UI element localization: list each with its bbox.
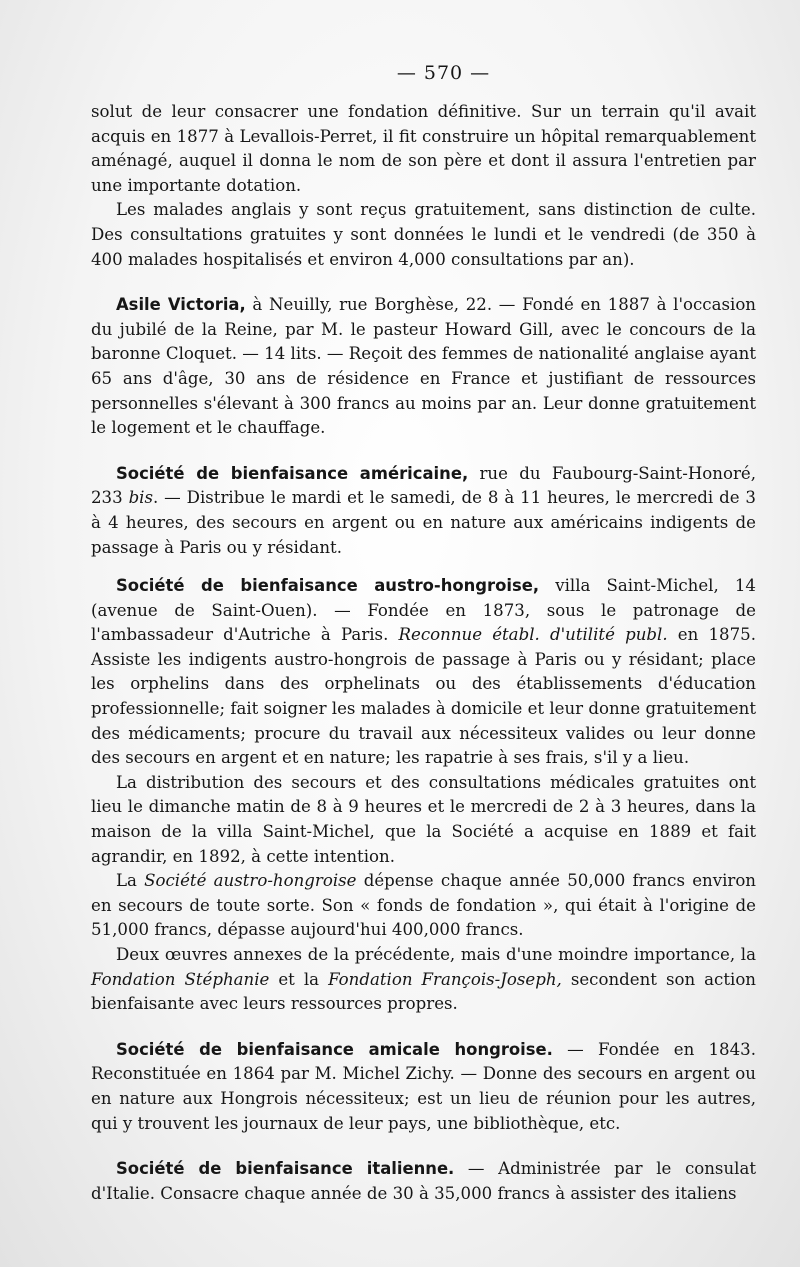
entry-title-societe-austro-hongroise: Société de bienfaisance austro-hongroise, (116, 576, 540, 596)
depense-text-b: dépense chaque année 50,000 francs environ en secours de toute sorte. Son « fonds de fondation », qui était à l'origine de 51,000 francs, dépasse aujourd'hui 400,000 francs. (91, 871, 756, 940)
paragraph-distribution: La distribution des secours et des consultations médicales gratuites ont lieu le dimanche matin de 8 à 9 heures et le mercredi de 2 à 3 heures, dans la maison de la villa Saint-Michel, que la Société a acquise en 1889 et fait agrandir, en 1892, à cette intention. (91, 772, 756, 866)
entry-text-hongroise: — Fondée en 1843. Reconstituée en 1864 par M. Michel Zichy. — Donne des secours en argent ou en nature aux Hongrois nécessiteux; est un lieu de réunion pour les autres, qui y trouvent les journaux de leur pays, une bibliothèque, etc. (91, 1039, 756, 1133)
annexes-text-a: Deux œuvres annexes de la précédente, mais d'une moindre importance, la (116, 945, 756, 964)
paragraph-malades-anglais: Les malades anglais y sont reçus gratuitement, sans distinction de culte. Des consultations gratuites y sont données le lundi et le vendredi (de 350 à 400 malades hospitalisés et environ 4,000 consultations par an). (91, 200, 756, 269)
entry-title-societe-hongroise: Société de bienfaisance amicale hongroise. (116, 1039, 553, 1059)
entry-societe-austro-hongroise (91, 574, 756, 771)
fondation-francois-joseph: Fondation François-Joseph, (328, 969, 562, 989)
annexes-text-b: et la (269, 969, 329, 989)
entry-text-austro-b: en 1875. Assiste les indigents austro-hongrois de passage à Paris ou y résidant; place les orphelins dans des orphelinats ou des établissements d'éducation professionnelle; fait soigner les malades à domicile et leur donne gratuitement des médicaments; procure du travail aux nécessiteux valides ou leur donne des secours en argent et en nature; les rapatrie à ses frais, s'il y a lieu. (91, 625, 756, 768)
entry-reconnue: Reconnue établ. d'utilité publ. (398, 625, 668, 645)
entry-societe-hongroise (91, 1038, 756, 1136)
fondation-stephanie: Fondation Stéphanie (91, 969, 270, 989)
entry-societe-americaine (91, 462, 756, 560)
entry-title-asile-victoria: Asile Victoria, (116, 295, 246, 315)
entry-societe-italienne (91, 1157, 756, 1206)
paragraph-depense (91, 869, 756, 943)
entry-title-societe-italienne: Société de bienfaisance italienne. (116, 1159, 455, 1179)
entry-text-italienne: — Administrée par le consulat d'Italie. Consacre chaque année de 30 à 35,000 francs à assister des italiens (91, 1159, 757, 1203)
paragraph-oeuvres-annexes (91, 943, 756, 1017)
entry-text-austro-a: villa Saint-Michel, 14 (avenue de Saint-Ouen). — Fondée en 1873, sous le patronage de l'ambassadeur d'Autriche à Paris. (91, 576, 756, 645)
depense-text-a: La (116, 871, 145, 891)
page-number: — 570 — (396, 62, 491, 84)
entry-text-americaine-a: rue du Faubourg-Saint-Honoré, 233 (91, 463, 756, 508)
depense-societe: Société austro-hongroise (144, 871, 357, 891)
annexes-text-c: secondent son action bienfaisante avec leurs ressources propres. (91, 969, 756, 1014)
entry-text-americaine-b: . — Distribue le mardi et le samedi, de 8 à 11 heures, le mercredi de 3 à 4 heures, des secours en argent ou en nature aux américains indigents de passage à Paris ou y résidant. (91, 488, 756, 557)
entry-text-asile-victoria: à Neuilly, rue Borghèse, 22. — Fondé en 1887 à l'occasion du jubilé de la Reine, par M. le pasteur Howard Gill, avec le concours de la baronne Cloquet. — 14 lits. — Reçoit des femmes de nationalité anglaise ayant 65 ans d'âge, 30 ans de résidence en France et justifiant de ressources personnelles s'élevant à 300 francs au moins par an. Leur donne gratuitement le logement et le chauffage. (91, 295, 756, 438)
entry-title-societe-americaine: Société de bienfaisance américaine, (116, 463, 469, 483)
entry-asile-victoria (91, 293, 756, 441)
entry-bis: bis (128, 488, 154, 508)
paragraph-fondation: solut de leur consacrer une fondation définitive. Sur un terrain qu'il avait acquis en 1877 à Levallois-Perret, il fit construire un hôpital remarquablement aménagé, auquel il donna le nom de son père et dont il assura l'entretien par une importante dotation. (91, 102, 756, 195)
